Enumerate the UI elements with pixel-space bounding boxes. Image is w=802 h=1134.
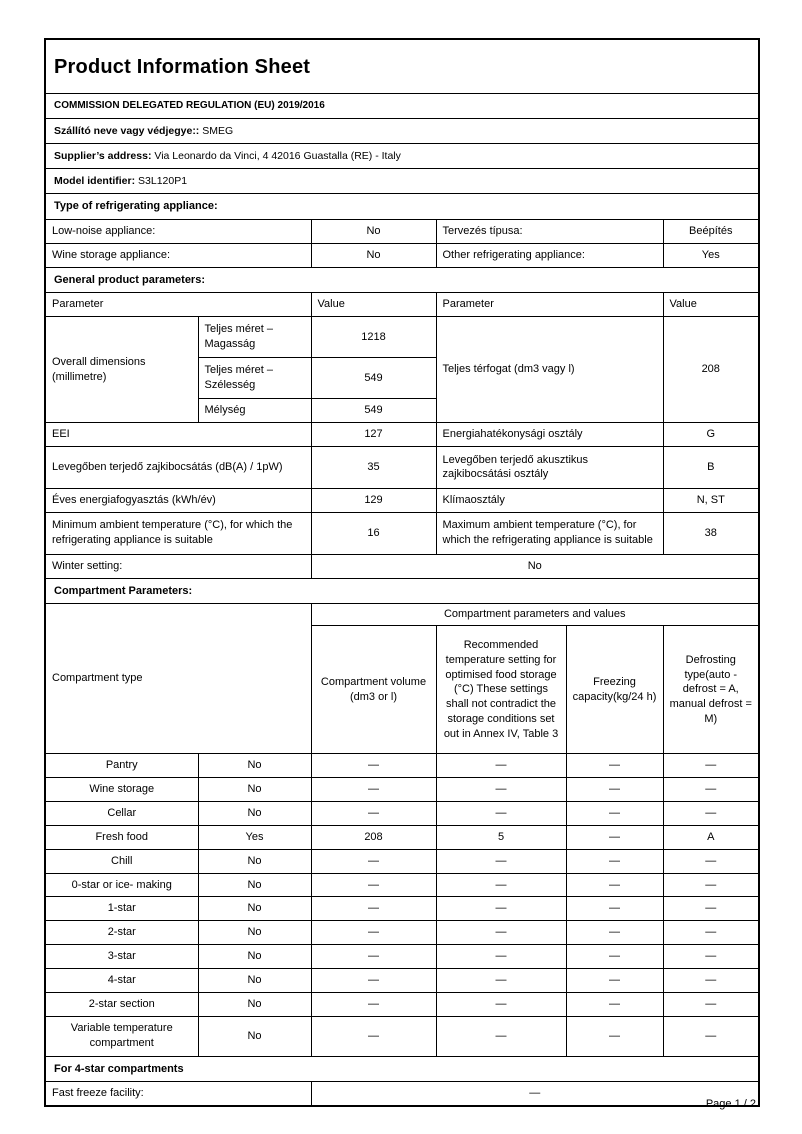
type-section-heading: Type of refrigerating appliance: bbox=[45, 194, 759, 220]
noise-emission-value: 35 bbox=[311, 446, 436, 488]
compartment-temp: — bbox=[436, 968, 566, 992]
compartment-volume: — bbox=[311, 778, 436, 802]
parameter-header-row bbox=[45, 293, 759, 317]
energy-class-value: G bbox=[663, 423, 759, 447]
wine-storage-label: Wine storage appliance: bbox=[45, 243, 311, 267]
compartment-group-header: Compartment parameters and values bbox=[311, 604, 759, 626]
compartment-name: Fresh food bbox=[45, 825, 198, 849]
total-volume-value: 208 bbox=[663, 317, 759, 423]
general-section-heading: General product parameters: bbox=[45, 267, 759, 293]
dimension-depth-value: 549 bbox=[311, 399, 436, 423]
supplier-address-label: Supplier’s address: bbox=[54, 149, 152, 162]
compartment-volume: — bbox=[311, 849, 436, 873]
dimension-height-label: Teljes méret – Magasság bbox=[198, 317, 311, 358]
wine-storage-value: No bbox=[311, 243, 436, 267]
compartment-name: Wine storage bbox=[45, 778, 198, 802]
compartment-defrost: — bbox=[663, 897, 759, 921]
compartment-freezing: — bbox=[566, 873, 663, 897]
total-volume-label: Teljes térfogat (dm3 vagy l) bbox=[436, 317, 663, 423]
four-star-heading: For 4-star compartments bbox=[45, 1056, 759, 1082]
compartment-present: No bbox=[198, 754, 311, 778]
table-row bbox=[45, 754, 759, 778]
compartment-volume: — bbox=[311, 873, 436, 897]
overall-dimensions-label: Overall dimensions (millimetre) bbox=[45, 317, 198, 423]
compartment-present: No bbox=[198, 801, 311, 825]
other-appliance-label: Other refrigerating appliance: bbox=[436, 243, 663, 267]
table-row bbox=[45, 801, 759, 825]
table-row bbox=[45, 488, 759, 512]
compartment-temp: — bbox=[436, 801, 566, 825]
compartment-present: No bbox=[198, 945, 311, 969]
compartment-present: No bbox=[198, 921, 311, 945]
value-header-left: Value bbox=[311, 293, 436, 317]
compartment-defrost: — bbox=[663, 849, 759, 873]
dimension-width-value: 549 bbox=[311, 358, 436, 399]
annual-energy-label: Éves energiafogyasztás (kWh/év) bbox=[45, 488, 311, 512]
type-section-heading-row bbox=[45, 194, 759, 220]
compartment-name: 2-star section bbox=[45, 992, 198, 1016]
compartment-volume: — bbox=[311, 921, 436, 945]
compartment-present: No bbox=[198, 1016, 311, 1056]
max-ambient-value: 38 bbox=[663, 512, 759, 554]
compartment-defrost: — bbox=[663, 873, 759, 897]
regulation-row bbox=[45, 94, 759, 119]
parameter-header-right: Parameter bbox=[436, 293, 663, 317]
compartment-defrost: — bbox=[663, 921, 759, 945]
compartment-name: 0-star or ice- making bbox=[45, 873, 198, 897]
page-title: Product Information Sheet bbox=[45, 39, 759, 94]
product-information-sheet bbox=[44, 38, 759, 1107]
supplier-name-cell bbox=[45, 118, 759, 143]
winter-setting-row bbox=[45, 554, 759, 578]
winter-setting-value: No bbox=[311, 554, 759, 578]
compartment-group-header-row bbox=[45, 604, 759, 626]
compartment-present: No bbox=[198, 968, 311, 992]
compartment-defrost: — bbox=[663, 968, 759, 992]
parameter-header-left: Parameter bbox=[45, 293, 311, 317]
min-ambient-label: Minimum ambient temperature (°C), for which the refrigerating appliance is suitable bbox=[45, 512, 311, 554]
compartment-freezing: — bbox=[566, 968, 663, 992]
table-row bbox=[45, 778, 759, 802]
fast-freeze-value: — bbox=[311, 1082, 759, 1106]
compartment-present: No bbox=[198, 778, 311, 802]
compartment-freezing: — bbox=[566, 849, 663, 873]
noise-emission-label: Levegőben terjedő zajkibocsátás (dB(A) / 1pW) bbox=[45, 446, 311, 488]
model-identifier-value: S3L120P1 bbox=[138, 174, 188, 187]
eei-label: EEI bbox=[45, 423, 311, 447]
compartment-temp: — bbox=[436, 873, 566, 897]
table-row bbox=[45, 849, 759, 873]
design-type-label: Tervezés típusa: bbox=[436, 219, 663, 243]
fast-freeze-row bbox=[45, 1082, 759, 1106]
sheet-table bbox=[44, 38, 760, 1107]
compartment-temp: — bbox=[436, 897, 566, 921]
compartment-freezing: — bbox=[566, 897, 663, 921]
compartment-freezing: — bbox=[566, 778, 663, 802]
value-header-right: Value bbox=[663, 293, 759, 317]
table-row bbox=[45, 921, 759, 945]
compartment-name: Pantry bbox=[45, 754, 198, 778]
compartment-temp: — bbox=[436, 754, 566, 778]
compartment-defrost: — bbox=[663, 945, 759, 969]
table-row bbox=[45, 243, 759, 267]
compartment-defrost: — bbox=[663, 801, 759, 825]
low-noise-value: No bbox=[311, 219, 436, 243]
compartment-volume: — bbox=[311, 897, 436, 921]
supplier-address-cell bbox=[45, 143, 759, 168]
table-row bbox=[45, 992, 759, 1016]
dimension-depth-label: Mélység bbox=[198, 399, 311, 423]
table-row bbox=[45, 897, 759, 921]
temperature-column-header: Recommended temperature setting for optimised food storage (°C) These settings shall not contradict the storage conditions set out in Annex IV, Table 3 bbox=[436, 626, 566, 754]
eei-value: 127 bbox=[311, 423, 436, 447]
freezing-column-header: Freezing capacity(kg/24 h) bbox=[566, 626, 663, 754]
noise-class-value: B bbox=[663, 446, 759, 488]
table-row bbox=[45, 945, 759, 969]
compartment-temp: — bbox=[436, 945, 566, 969]
compartment-present: No bbox=[198, 992, 311, 1016]
compartment-freezing: — bbox=[566, 1016, 663, 1056]
general-section-heading-row bbox=[45, 267, 759, 293]
table-row bbox=[45, 1016, 759, 1056]
compartment-temp: — bbox=[436, 921, 566, 945]
compartment-present: No bbox=[198, 873, 311, 897]
table-row bbox=[45, 446, 759, 488]
table-row bbox=[45, 317, 759, 358]
annual-energy-value: 129 bbox=[311, 488, 436, 512]
compartment-name: 3-star bbox=[45, 945, 198, 969]
model-identifier-cell bbox=[45, 168, 759, 193]
volume-column-header: Compartment volume (dm3 or l) bbox=[311, 626, 436, 754]
table-row bbox=[45, 825, 759, 849]
compartment-temp: — bbox=[436, 849, 566, 873]
compartment-temp: — bbox=[436, 778, 566, 802]
table-row bbox=[45, 968, 759, 992]
regulation-text: COMMISSION DELEGATED REGULATION (EU) 2019/2016 bbox=[45, 94, 759, 119]
compartment-freezing: — bbox=[566, 945, 663, 969]
low-noise-label: Low-noise appliance: bbox=[45, 219, 311, 243]
compartment-volume: — bbox=[311, 801, 436, 825]
climate-class-value: N, ST bbox=[663, 488, 759, 512]
compartment-volume: — bbox=[311, 968, 436, 992]
compartment-freezing: — bbox=[566, 825, 663, 849]
compartment-present: No bbox=[198, 849, 311, 873]
page-number: Page 1 / 2 bbox=[705, 1098, 756, 1110]
noise-class-label: Levegőben terjedő akusztikus zajkibocsátási osztály bbox=[436, 446, 663, 488]
supplier-address-row bbox=[45, 143, 759, 168]
climate-class-label: Klímaosztály bbox=[436, 488, 663, 512]
fast-freeze-label: Fast freeze facility: bbox=[45, 1082, 311, 1106]
compartment-present: Yes bbox=[198, 825, 311, 849]
dimension-width-label: Teljes méret – Szélesség bbox=[198, 358, 311, 399]
compartment-name: 2-star bbox=[45, 921, 198, 945]
compartment-section-heading-row bbox=[45, 578, 759, 604]
supplier-name-value: SMEG bbox=[202, 124, 234, 137]
supplier-address-value: Via Leonardo da Vinci, 4 42016 Guastalla (RE) - Italy bbox=[154, 149, 401, 162]
compartment-volume: 208 bbox=[311, 825, 436, 849]
design-type-value: Beépítés bbox=[663, 219, 759, 243]
compartment-defrost: — bbox=[663, 1016, 759, 1056]
supplier-name-row bbox=[45, 118, 759, 143]
compartment-name: 1-star bbox=[45, 897, 198, 921]
compartment-defrost: — bbox=[663, 992, 759, 1016]
energy-class-label: Energiahatékonysági osztály bbox=[436, 423, 663, 447]
max-ambient-label: Maximum ambient temperature (°C), for which the refrigerating appliance is suitable bbox=[436, 512, 663, 554]
table-row bbox=[45, 873, 759, 897]
winter-setting-label: Winter setting: bbox=[45, 554, 311, 578]
compartment-name: Variable temperature compartment bbox=[45, 1016, 198, 1056]
title-row bbox=[45, 39, 759, 94]
compartment-volume: — bbox=[311, 754, 436, 778]
compartment-volume: — bbox=[311, 945, 436, 969]
compartment-temp: — bbox=[436, 992, 566, 1016]
compartment-section-heading: Compartment Parameters: bbox=[45, 578, 759, 604]
table-row bbox=[45, 219, 759, 243]
defrost-column-header: Defrosting type(auto - defrost = A, manual defrost = M) bbox=[663, 626, 759, 754]
other-appliance-value: Yes bbox=[663, 243, 759, 267]
dimension-height-value: 1218 bbox=[311, 317, 436, 358]
compartment-freezing: — bbox=[566, 992, 663, 1016]
compartment-volume: — bbox=[311, 992, 436, 1016]
compartment-present: No bbox=[198, 897, 311, 921]
min-ambient-value: 16 bbox=[311, 512, 436, 554]
table-row bbox=[45, 423, 759, 447]
supplier-name-label: Szállító neve vagy védjegye:: bbox=[54, 124, 200, 137]
four-star-heading-row bbox=[45, 1056, 759, 1082]
compartment-defrost: A bbox=[663, 825, 759, 849]
compartment-freezing: — bbox=[566, 801, 663, 825]
compartment-name: Cellar bbox=[45, 801, 198, 825]
model-identifier-row bbox=[45, 168, 759, 193]
compartment-name: Chill bbox=[45, 849, 198, 873]
compartment-type-header: Compartment type bbox=[45, 604, 311, 754]
compartment-defrost: — bbox=[663, 778, 759, 802]
table-row bbox=[45, 512, 759, 554]
compartment-temp: 5 bbox=[436, 825, 566, 849]
compartment-defrost: — bbox=[663, 754, 759, 778]
compartment-freezing: — bbox=[566, 921, 663, 945]
compartment-temp: — bbox=[436, 1016, 566, 1056]
compartment-freezing: — bbox=[566, 754, 663, 778]
compartment-name: 4-star bbox=[45, 968, 198, 992]
compartment-volume: — bbox=[311, 1016, 436, 1056]
model-identifier-label: Model identifier: bbox=[54, 174, 136, 187]
